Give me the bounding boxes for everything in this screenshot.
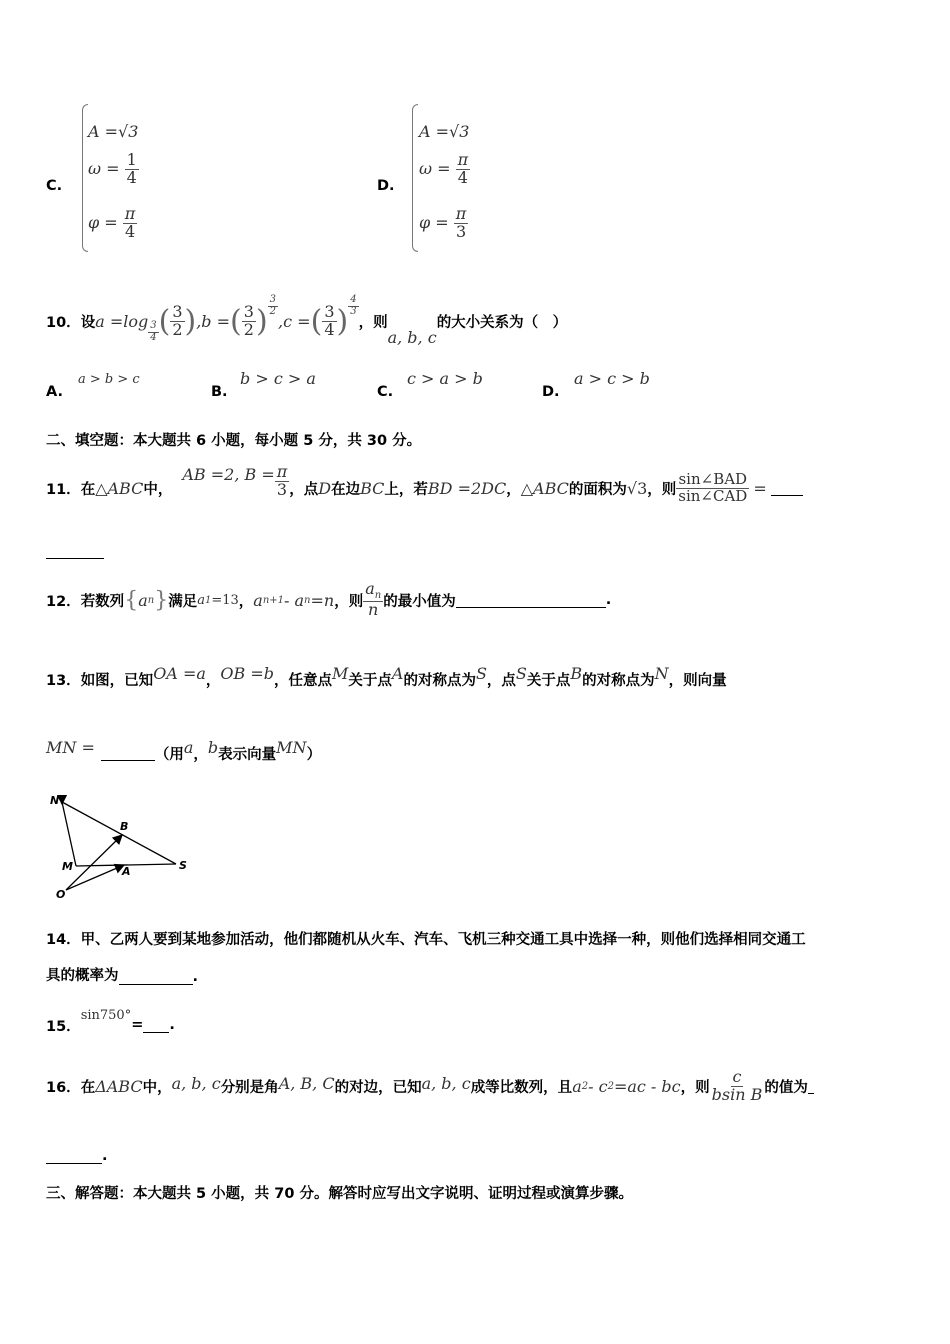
q11-answer-blank-cont[interactable] bbox=[46, 544, 104, 559]
point-a-label: A bbox=[122, 865, 131, 878]
option-c-phi: φ = $\frac{\pi}{4}$ bbox=[88, 204, 136, 241]
section-2-heading: 二、填空题：本大题共 6 小题，每小题 5 分，共 30 分。 bbox=[46, 433, 422, 449]
option-d-label: D. bbox=[377, 178, 395, 194]
q10-option-c-text: c > a > b bbox=[407, 369, 483, 388]
question-12: 12． 若数列 { a n } 满足 a 1 =13 ， a n+1 - a n =n ，则 $\frac{a_n}{n}$ 的最小值为 . bbox=[46, 578, 612, 620]
q15-answer-blank[interactable] bbox=[143, 1018, 169, 1033]
q16-answer-blank[interactable] bbox=[808, 1079, 814, 1094]
segment-n-m bbox=[62, 802, 76, 866]
point-s-label: S bbox=[179, 859, 187, 872]
question-16: 16． 在 ΔABC 中， a, b, c 分别是角 A, B, C 的对边，已知 a, b, c 成等比数列，且 a 2 - c 2 =ac - bc ，则 $\frac{c}{\text{bsin B}}$ 的值为 bbox=[46, 1060, 814, 1112]
option-d-brace bbox=[412, 104, 418, 252]
vector-ob bbox=[66, 835, 122, 890]
vector-oa bbox=[66, 865, 124, 890]
option-d-omega: ω = $\frac{\pi}{4}$ bbox=[419, 150, 469, 187]
q14-answer-blank[interactable] bbox=[119, 970, 193, 985]
option-d-phi: φ = $\frac{\pi}{3}$ bbox=[419, 204, 467, 241]
q10-option-a-text: a > b > c bbox=[78, 372, 140, 387]
point-m-label: M bbox=[62, 860, 73, 873]
vector-figure bbox=[46, 790, 196, 902]
q10-option-d-text: a > c > b bbox=[574, 369, 650, 388]
q11-answer-blank[interactable] bbox=[771, 481, 803, 496]
point-n-label: N bbox=[50, 794, 60, 807]
q10-option-b-label: B. bbox=[211, 384, 228, 400]
point-b-label: B bbox=[120, 820, 129, 833]
question-10: 10． 设 a =log $\frac{3}{4}$ ( $\frac{3}{2}$ ) ,b = ( $\frac{3}{2}$ ) $\frac{3}{2}$ ,c = ( $\frac{3}{4}$ ) $\frac{4}{3}$ ，则 a, b, c 的大小关系为（ ） bbox=[46, 294, 568, 347]
segment-n-s bbox=[62, 802, 176, 864]
question-13-line-2: MN = （用 a ， b 表示向量 MN ） bbox=[46, 737, 322, 763]
question-14-line-2: 具的概率为 . bbox=[46, 968, 199, 985]
question-14-line-1: 14．甲、乙两人要到某地参加活动，他们都随机从火车、汽车、飞机三种交通工具中选择一种，则他们选择相同交通工 bbox=[46, 932, 806, 948]
section-3-heading: 三、解答题：本大题共 5 小题，共 70 分。解答时应写出文字说明、证明过程或演算步骤。 bbox=[46, 1186, 633, 1202]
question-15: 15． sin750° = . bbox=[46, 1007, 175, 1035]
q12-answer-blank[interactable] bbox=[456, 593, 606, 608]
q16-answer-blank-cont[interactable] bbox=[46, 1149, 102, 1164]
q10-option-d-label: D. bbox=[542, 384, 560, 400]
question-13: 13． 如图，已知 OA =a ， OB =b ，任意点 M 关于点 A 的对称点为 S ，点 S 关于点 B 的对称点为 N ，则向量 bbox=[46, 663, 727, 689]
q10-option-b-text: b > c > a bbox=[240, 369, 316, 388]
option-c-amplitude: A =√3 bbox=[88, 122, 139, 141]
q10-option-a-label: A. bbox=[46, 384, 63, 400]
option-c-label: C. bbox=[46, 178, 63, 194]
q10-option-c-label: C. bbox=[377, 384, 394, 400]
question-16-cont: . bbox=[46, 1148, 108, 1164]
point-o-label: O bbox=[56, 888, 66, 901]
q13-answer-blank[interactable] bbox=[101, 746, 155, 761]
option-d-amplitude: A =√3 bbox=[419, 122, 470, 141]
option-c-omega: ω = $\frac{1}{4}$ bbox=[88, 150, 137, 187]
question-11: 11． 在 △ABC 中， AB =2, B = $\frac{\pi}{3}$ ，点 D 在边 BC 上，若 BD =2DC ， △ABC 的面积为 √3 ，则 $\frac{\text{sin∠BAD}}{\text{sin∠CAD}}$ = bbox=[46, 455, 803, 521]
